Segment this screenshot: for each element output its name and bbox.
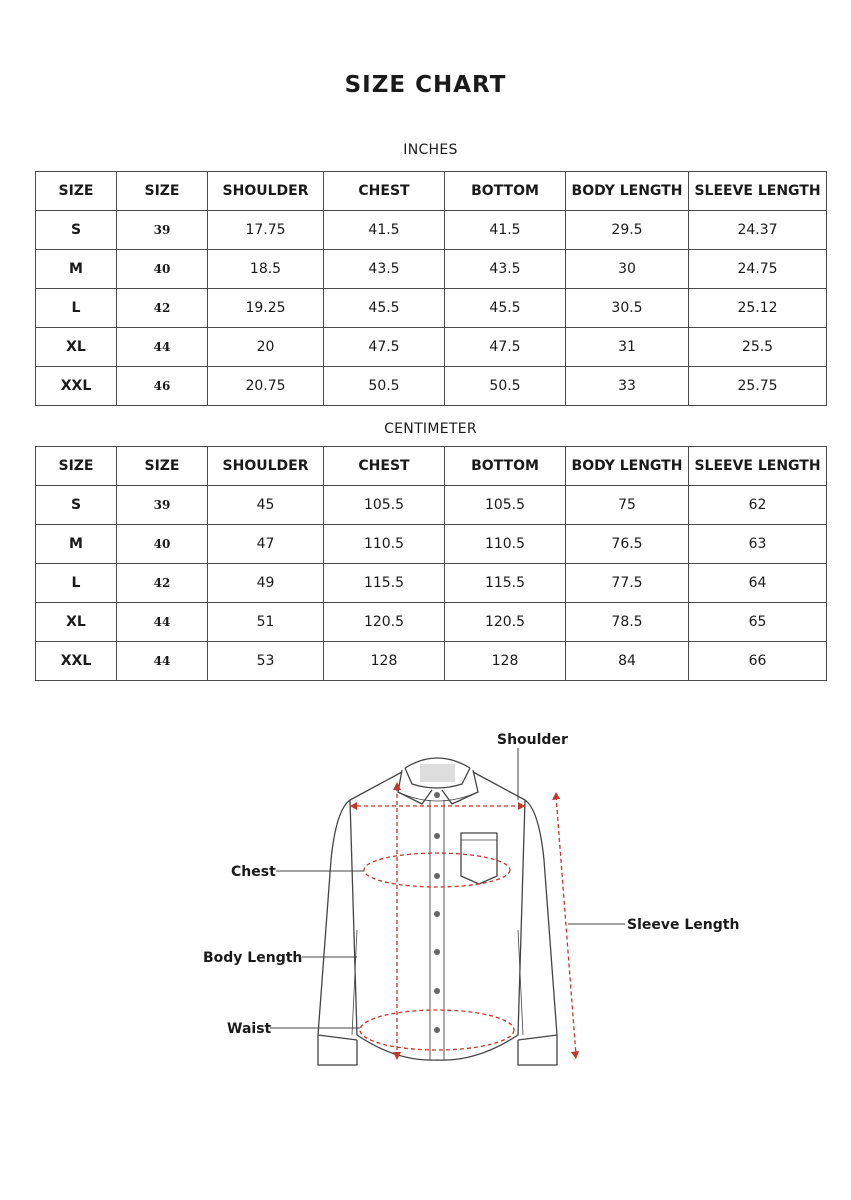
measurement-arrowheads <box>350 782 579 1060</box>
table-cell: 43.5 <box>324 250 445 289</box>
table-cell: 110.5 <box>445 525 566 564</box>
table-cell: 31 <box>566 328 689 367</box>
table-cell: 120.5 <box>324 603 445 642</box>
size-label-cell: XXL <box>36 642 117 681</box>
table-cell: 47 <box>208 525 324 564</box>
table-cell: 24.75 <box>689 250 827 289</box>
column-header: CHEST <box>324 172 445 211</box>
column-header: CHEST <box>324 447 445 486</box>
table-cell: 41.5 <box>324 211 445 250</box>
page-title: SIZE CHART <box>344 72 507 98</box>
column-header: SIZE <box>117 172 208 211</box>
table-cell: 66 <box>689 642 827 681</box>
table-cell: 62 <box>689 486 827 525</box>
table-cell: 75 <box>566 486 689 525</box>
table-cell: 120.5 <box>445 603 566 642</box>
size-label-cell: S <box>36 211 117 250</box>
table-cell: 18.5 <box>208 250 324 289</box>
column-header: SHOULDER <box>208 447 324 486</box>
table-cell: 25.5 <box>689 328 827 367</box>
column-header: BODY LENGTH <box>566 172 689 211</box>
table-cell: 128 <box>324 642 445 681</box>
size-label-cell: M <box>36 250 117 289</box>
table-cell: 115.5 <box>445 564 566 603</box>
column-header: BODY LENGTH <box>566 447 689 486</box>
table-cell: 128 <box>445 642 566 681</box>
table-cell: 20 <box>208 328 324 367</box>
sleeve-length-guide <box>556 796 576 1055</box>
table-cell: 47.5 <box>445 328 566 367</box>
table-row <box>36 642 827 681</box>
column-header: BOTTOM <box>445 447 566 486</box>
table-row <box>36 564 827 603</box>
table-cell: 49 <box>208 564 324 603</box>
table-cell: 45.5 <box>445 289 566 328</box>
table-cell: 76.5 <box>566 525 689 564</box>
centimeter-table <box>35 446 827 681</box>
table-row <box>36 328 827 367</box>
shirt-measurement-diagram <box>0 700 851 1100</box>
inches-table <box>35 171 827 406</box>
column-header: SIZE <box>36 447 117 486</box>
size-label-cell: L <box>36 564 117 603</box>
size-label-cell: L <box>36 289 117 328</box>
size-number-cell: 44 <box>117 603 208 642</box>
size-number-cell: 42 <box>117 289 208 328</box>
shirt-buttons <box>434 792 440 1033</box>
table-cell: 30.5 <box>566 289 689 328</box>
size-number-cell: 42 <box>117 564 208 603</box>
table-cell: 105.5 <box>445 486 566 525</box>
centimeter-caption: CENTIMETER <box>384 421 477 437</box>
table-cell: 65 <box>689 603 827 642</box>
table-row <box>36 289 827 328</box>
table-cell: 50.5 <box>445 367 566 406</box>
table-cell: 84 <box>566 642 689 681</box>
column-header: BOTTOM <box>445 172 566 211</box>
column-header: SIZE <box>117 447 208 486</box>
table-cell: 63 <box>689 525 827 564</box>
size-number-cell: 44 <box>117 328 208 367</box>
table-cell: 43.5 <box>445 250 566 289</box>
size-label-cell: M <box>36 525 117 564</box>
table-cell: 50.5 <box>324 367 445 406</box>
table-cell: 24.37 <box>689 211 827 250</box>
table-row <box>36 603 827 642</box>
body-length-label: Body Length <box>203 950 303 966</box>
table-row <box>36 211 827 250</box>
table-cell: 78.5 <box>566 603 689 642</box>
column-header: SLEEVE LENGTH <box>689 172 827 211</box>
size-label-cell: S <box>36 486 117 525</box>
table-cell: 20.75 <box>208 367 324 406</box>
size-number-cell: 46 <box>117 367 208 406</box>
measurement-guides <box>350 787 576 1055</box>
size-number-cell: 39 <box>117 211 208 250</box>
table-row <box>36 525 827 564</box>
column-header: SLEEVE LENGTH <box>689 447 827 486</box>
table-cell: 25.12 <box>689 289 827 328</box>
leader-lines <box>270 748 625 1028</box>
table-cell: 19.25 <box>208 289 324 328</box>
table-cell: 110.5 <box>324 525 445 564</box>
inches-caption: INCHES <box>403 142 458 158</box>
column-header: SHOULDER <box>208 172 324 211</box>
size-number-cell: 40 <box>117 525 208 564</box>
table-cell: 51 <box>208 603 324 642</box>
table-header-row <box>36 447 827 486</box>
chest-label: Chest <box>231 864 276 880</box>
shoulder-label: Shoulder <box>497 732 568 748</box>
table-cell: 41.5 <box>445 211 566 250</box>
waist-label: Waist <box>227 1021 272 1037</box>
table-cell: 115.5 <box>324 564 445 603</box>
table-cell: 53 <box>208 642 324 681</box>
size-label-cell: XL <box>36 603 117 642</box>
table-cell: 25.75 <box>689 367 827 406</box>
size-label-cell: XL <box>36 328 117 367</box>
table-row <box>36 250 827 289</box>
table-cell: 64 <box>689 564 827 603</box>
size-number-cell: 40 <box>117 250 208 289</box>
column-header: SIZE <box>36 172 117 211</box>
table-row <box>36 486 827 525</box>
sleeve-length-label: Sleeve Length <box>627 917 740 933</box>
table-cell: 105.5 <box>324 486 445 525</box>
table-cell: 33 <box>566 367 689 406</box>
table-header-row <box>36 172 827 211</box>
table-cell: 45 <box>208 486 324 525</box>
table-cell: 77.5 <box>566 564 689 603</box>
table-row <box>36 367 827 406</box>
size-number-cell: 39 <box>117 486 208 525</box>
table-cell: 29.5 <box>566 211 689 250</box>
chest-ellipse <box>364 853 510 887</box>
table-cell: 47.5 <box>324 328 445 367</box>
size-number-cell: 44 <box>117 642 208 681</box>
table-cell: 17.75 <box>208 211 324 250</box>
table-cell: 45.5 <box>324 289 445 328</box>
table-cell: 30 <box>566 250 689 289</box>
size-label-cell: XXL <box>36 367 117 406</box>
